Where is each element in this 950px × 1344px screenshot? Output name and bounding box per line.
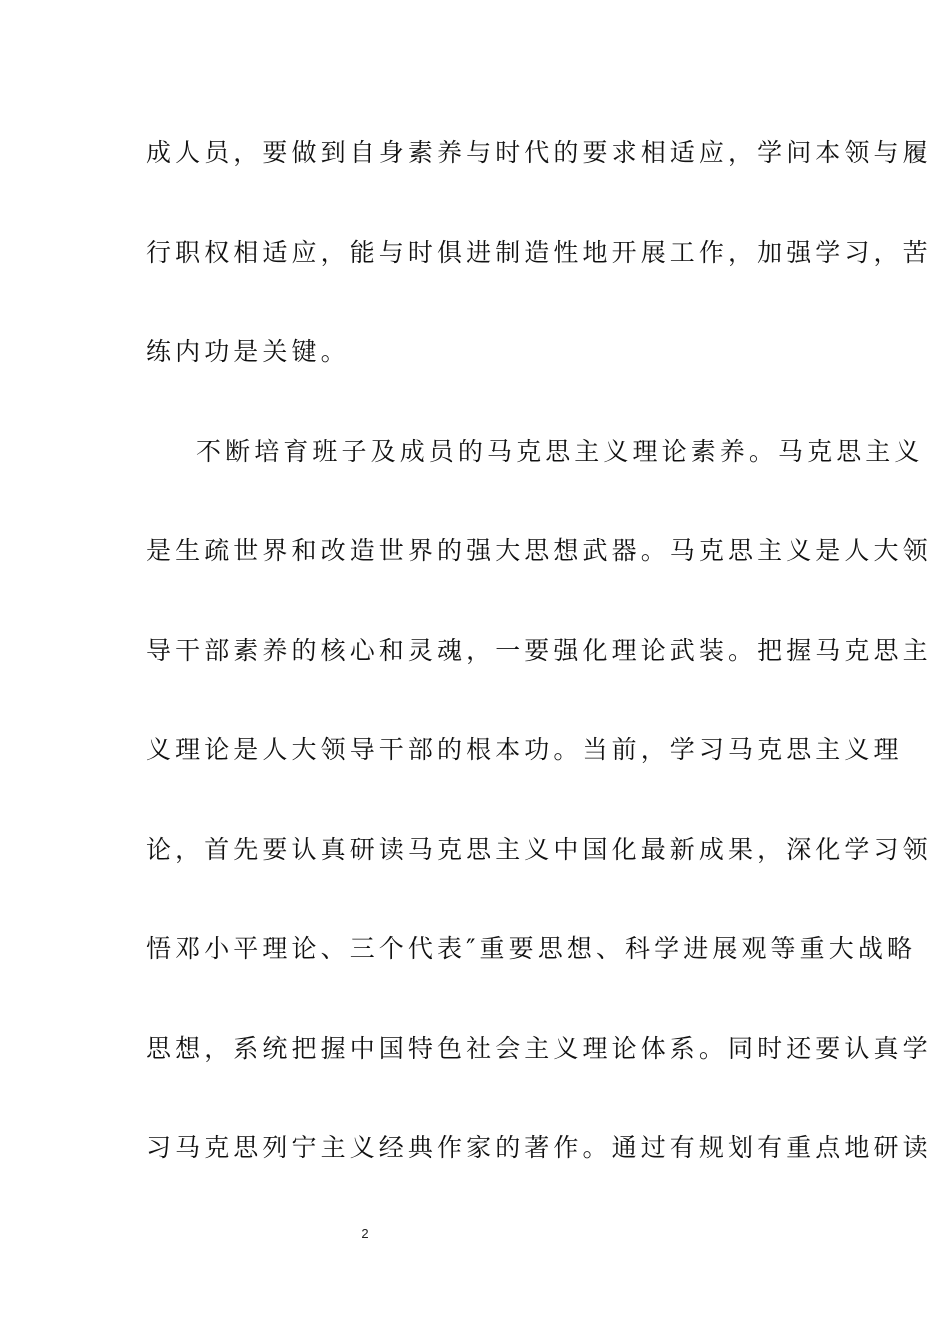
paragraph-start-line: 不断培育班子及成员的马克思主义理论素养。马克思主义 bbox=[196, 436, 924, 466]
text-line: 思想，系统把握中国特色社会主义理论体系。同时还要认真学 bbox=[146, 1033, 932, 1063]
text-line: 悟邓小平理论、三个代表″重要思想、科学进展观等重大战略 bbox=[146, 934, 917, 963]
text-line: 习马克思列宁主义经典作家的著作。通过有规划有重点地研读 bbox=[146, 1133, 932, 1162]
text-line: 论，首先要认真研读马克思主义中国化最新成果，深化学习领 bbox=[146, 834, 932, 864]
text-line: 成人员，要做到自身素养与时代的要求相适应，学问本领与履 bbox=[146, 138, 932, 167]
page-number: 2 bbox=[361, 1226, 369, 1241]
text-line: 是生疏世界和改造世界的强大思想武器。马克思主义是人大领 bbox=[146, 536, 932, 565]
text-line: 义理论是人大领导干部的根本功。当前，学习马克思主义理 bbox=[146, 735, 903, 764]
text-line: 练内功是关键。 bbox=[146, 337, 350, 366]
body-text bbox=[146, 128, 932, 1223]
text-line: 行职权相适应，能与时俱进制造性地开展工作，加强学习，苦 bbox=[146, 237, 932, 267]
text-line: 导干部素养的核心和灵魂，一要强化理论武装。把握马克思主 bbox=[146, 635, 932, 665]
